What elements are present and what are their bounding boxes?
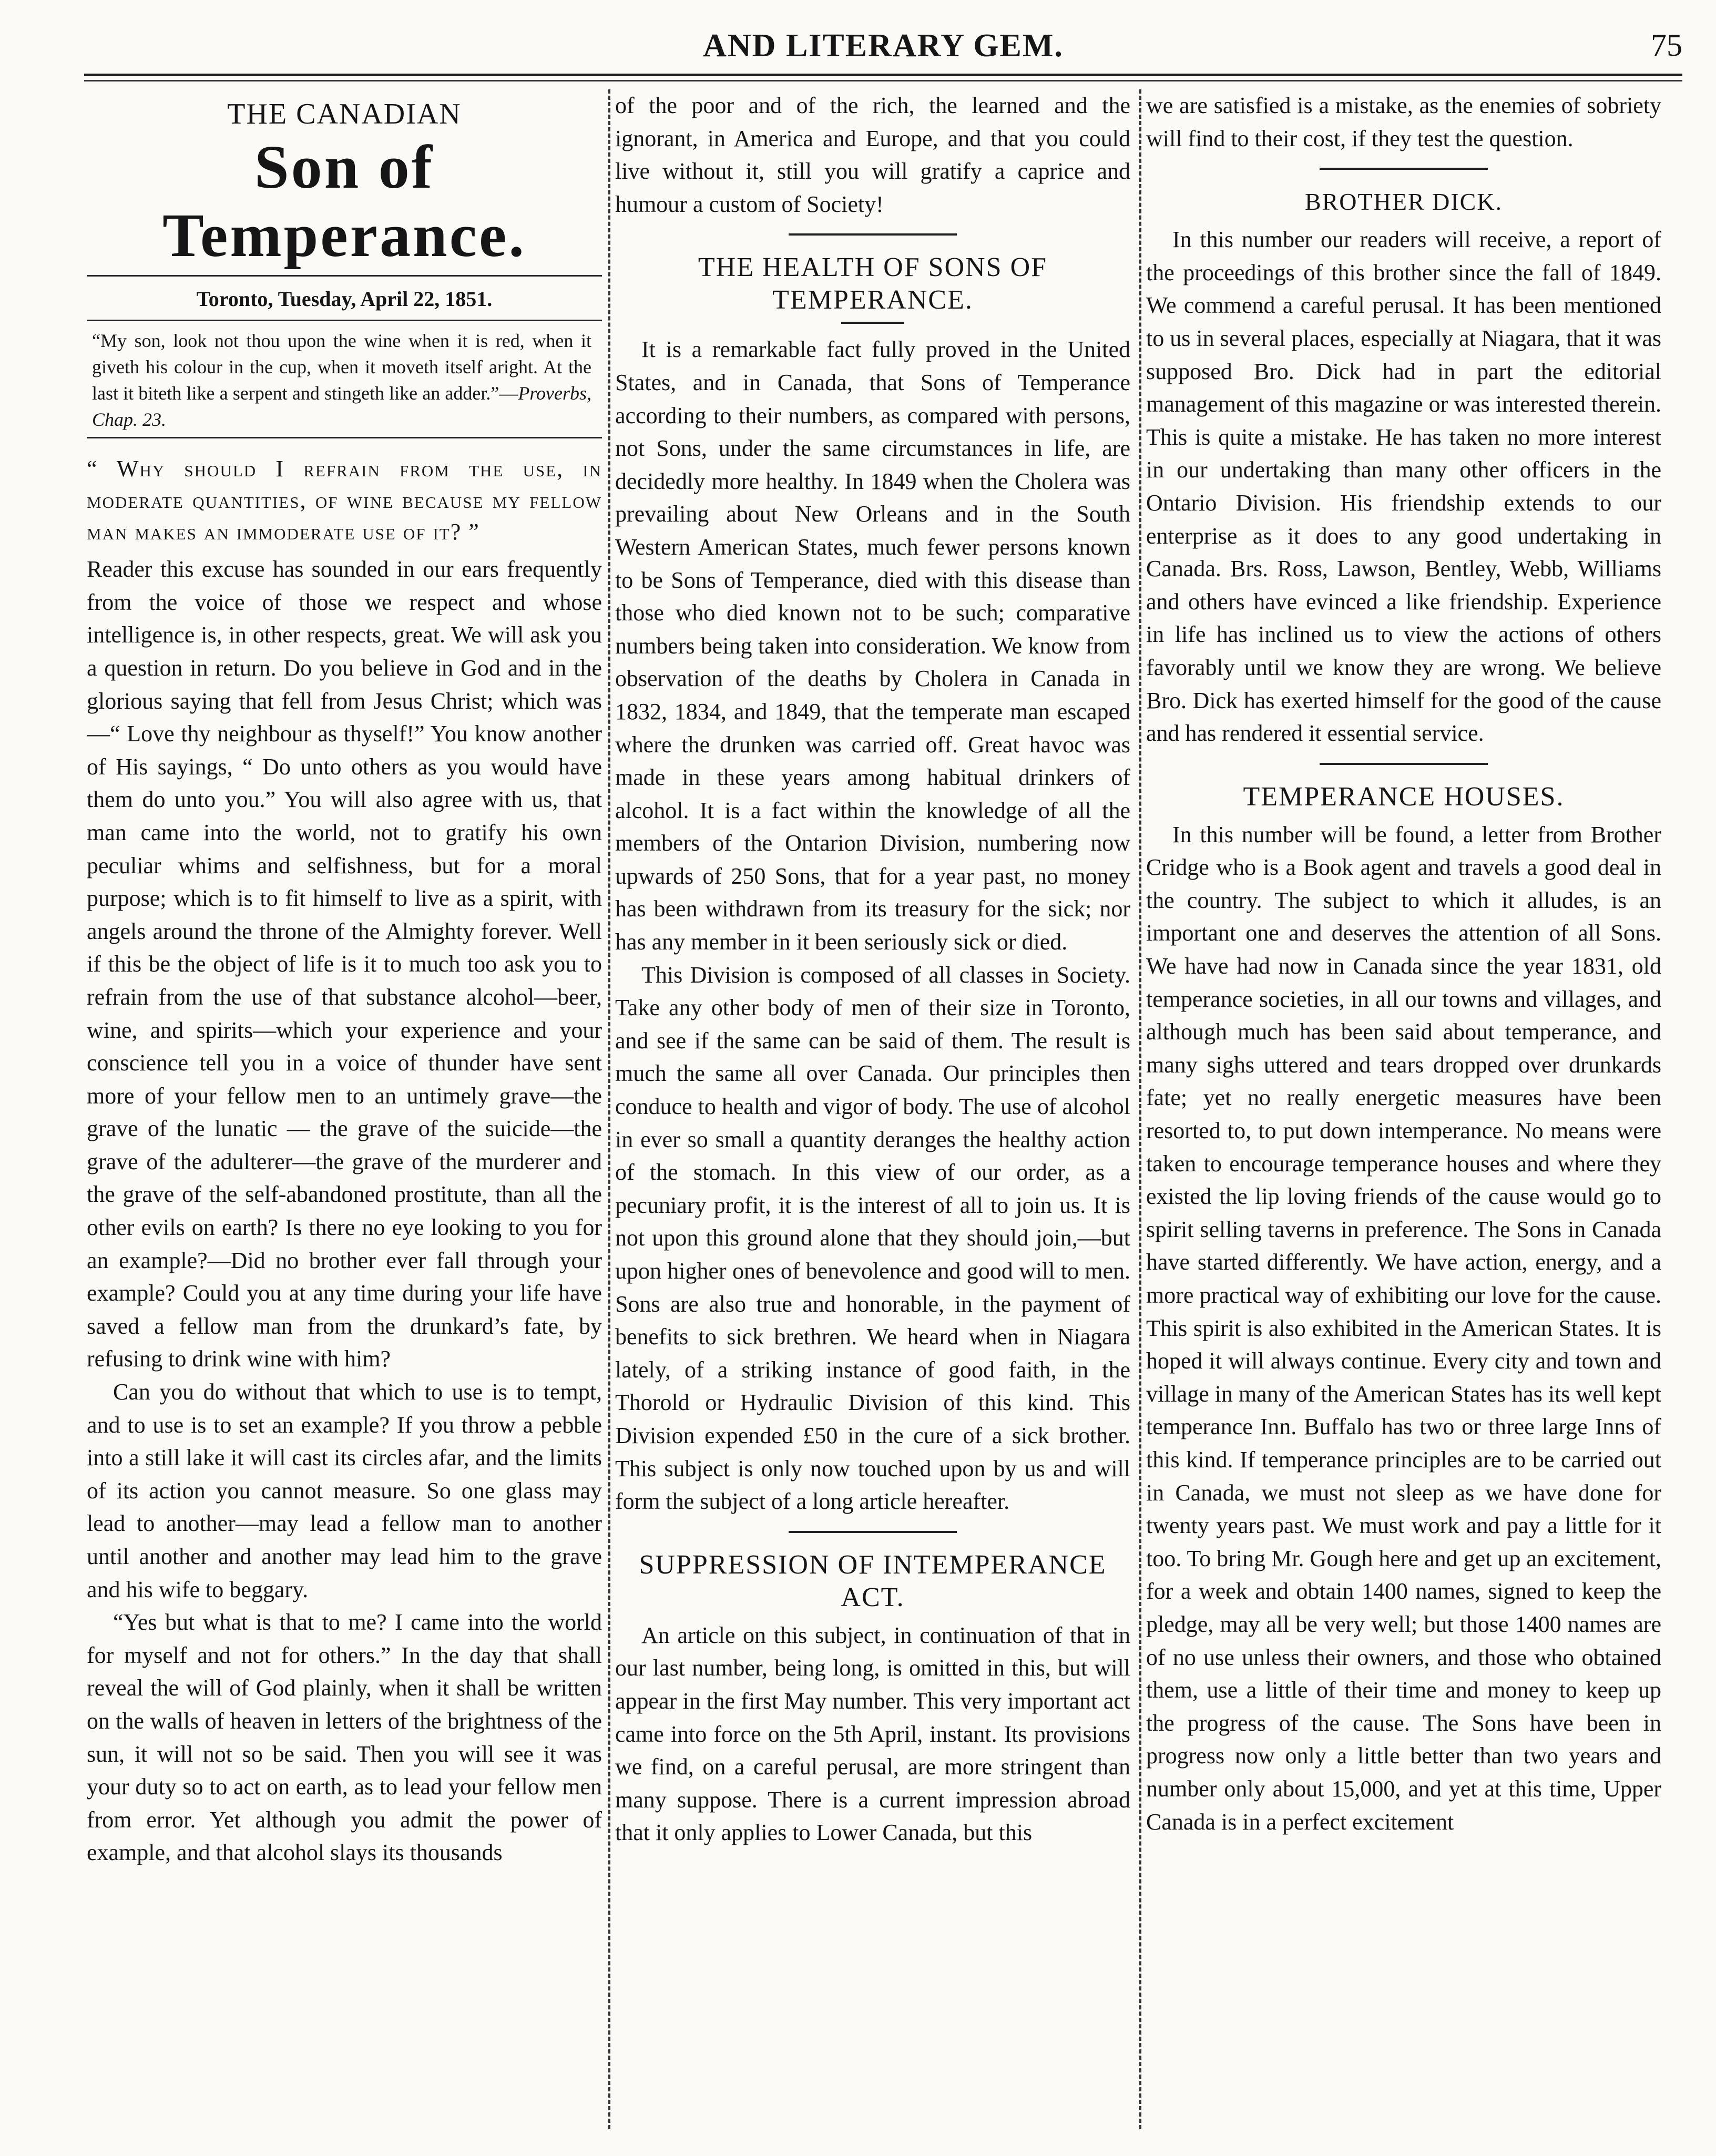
column-divider	[1139, 89, 1141, 2129]
article-paragraph: In this number our readers will receive, a report of the proceedings of this brother since the fall of 1849. We commend a careful perusal. It has been mentioned to us in several places, especially at Niagara, that it was supposed Bro. Dick had in part the editorial management of this magazine or was interested therein. This is quite a mistake. He has taken no more interest in our undertaking than many other officers in the Ontario Division. His friendship extends to our enterprise as it does to any good undertaking in Canada. Brs. Ross, Lawson, Bentley, Webb, Williams and others have evinced a like friendship. Experience in life has inclined us to view the actions of others favorably until we know they are wrong. We believe Bro. Dick has exerted himself for the good of the cause and has rendered it essential service.	[1146, 227, 1661, 747]
section-heading-suppression: SUPPRESSION OF INTEMPERANCE ACT.	[639, 1549, 1107, 1612]
epigraph	[92, 328, 591, 433]
section-rule	[841, 322, 904, 324]
column-right	[1146, 89, 1661, 2140]
article-paragraph: Can you do without that which to use is to tempt, and to use is to set an example? If you throw a pebble into a still lake it will cast its circles afar, and the limits of its action you cannot measure. So one glass may lead to another—may lead a fellow man to another until another and another may lead him to the grave and his wife to beggary.	[87, 1379, 602, 1602]
column-left	[87, 89, 602, 2140]
article-paragraph: This Division is composed of all classes in Society. Take any other body of men of their size in Toronto, and see if the same can be said of them. The result is much the same all over Canada. Our principles then conduce to health and vigor of body. The use of alcohol in ever so small a quantity deranges the healthy action of the stomach. In this view of our order, as a pecuniary profit, it is the interest of all to join us. It is not upon this ground alone that they should join,—but upon higher ones of benevolence and good will to men. Sons are also true and honorable, in the payment of benefits to sick brethren. We heard when in Niagara lately, of a striking instance of good faith, in the Thorold or Hydraulic Division of this kind. This Division expended £50 in the cure of a sick brother. This subject is only now touched upon by us and will form the subject of a long article hereafter.	[615, 962, 1130, 1515]
ornamental-rule	[87, 320, 602, 323]
column-middle	[615, 89, 1130, 2140]
section-heading-brother-dick: BROTHER DICK.	[1304, 188, 1503, 216]
article-paragraph: we are satisfied is a mistake, as the enemies of sobriety will find to their cost, if they test the question.	[1146, 93, 1661, 151]
dateline: Toronto, Tuesday, April 22, 1851.	[196, 287, 493, 311]
section-rule	[789, 1531, 957, 1533]
epigraph-source: Proverbs, Chap. 23.	[92, 383, 591, 431]
article-paragraph: of the poor and of the rich, the learned and the ignorant, in America and Europe, and that you could live without it, still you will gratify a caprice and humour a custom of Society!	[615, 93, 1130, 217]
page-number: 75	[1651, 28, 1682, 63]
article-paragraph: In this number will be found, a letter from Brother Cridge who is a Book agent and travels a good deal in the country. The subject to which it alludes, is an important one and deserves the attention of all Sons. We have had now in Canada since the year 1831, old temperance societies, in all our towns and villages, and although much has been said about temperance, and many sighs uttered and tears dropped over drunkards fate; yet no really energetic measures have been resorted to, to put down intemperance. No means were taken to encourage temperance houses and where they existed the lip loving friends of the cause would go to spirit selling taverns in preference. The Sons in Canada have started differently. We have action, energy, and a more practical way of exhibiting our love for the cause. This spirit is also exhibited in the American States. It is hoped it will always continue. Every city and town and village in many of the American States has its well kept temperance Inn. Buffalo has two or three large Inns of this kind. If temperance principles are to be carried out in Canada, we must not sleep as we have done for twenty years past. We must work and pay a little for it too. To bring Mr. Gough here and get up an excitement, for a week and obtain 1400 names, signed to keep the pledge, may all be very well; but those 1400 names are of no use unless their owners, and those who obtained them, use a little of their time and money to keep up the progress of the cause. The Sons have been in progress now only a little better than two years and number only about 15,000, and yet at this time, Upper Canada is in a perfect excitement	[1146, 821, 1661, 1835]
column-divider	[608, 89, 610, 2129]
article-paragraph: Reader this excuse has sounded in our ears frequently from the voice of those we respect and whose intelligence is, in other respects, great. We will ask you a question in return. Do you believe in God and in the glorious saying that fell from Jesus Christ; which was —“ Love thy neighbour as thyself!” You know another of His sayings, “ Do unto others as you would have them do unto you.” You will also agree with us, that man came into the world, not to gratify his own peculiar whims and selfishness, but for a moral purpose; which is to fit himself to live as a spirit, with angels around the throne of the Almighty forever. Well if this be the object of life is it to much too ask you to refrain from the use of that substance alcohol—beer, wine, and spirits—which your experience and your conscience tell you in a voice of thunder have sent more of your fellow men to an untimely grave—the grave of the lunatic — the grave of the suicide—the grave of the adulterer—the grave of the murderer and the grave of the self-abandoned prostitute, than all the other evils on earth? Is there no eye looking to you for an example?—Did no brother ever fall through your example? Could you at any time during your life have saved a fellow man from the drunkard’s fate, by refusing to drink wine with him?	[87, 556, 602, 1372]
article-paragraph: An article on this subject, in continuation of that in our last number, being long, is omitted in this, but will appear in the first May number. This very important act came into force on the 5th April, instant. Its provisions we find, on a careful perusal, are more stringent than many suppose. There is a current impression abroad that it only applies to Lower Canada, but this	[615, 1622, 1130, 1846]
epigraph-text: “My son, look not thou upon the wine when it is red, when it giveth his colour in the cup, when it moveth itself aright. At the last it biteth like a serpent and stingeth like an adder.”—	[92, 330, 591, 404]
ornamental-rule	[87, 437, 602, 441]
paper-title-line2: Son of Temperance.	[162, 132, 526, 270]
section-rule	[789, 233, 957, 236]
section-heading-temperance-houses: TEMPERANCE HOUSES.	[1243, 781, 1565, 812]
section-rule	[1320, 763, 1488, 765]
article-paragraph: It is a remarkable fact fully proved in the United States, and in Canada, that Sons of Temperance according to their numbers, as compared with persons, not Sons, under the same circumstances in life, are decidedly more healthy. In 1849 when the Cholera was prevailing about New Orleans and in the South Western American States, much fewer persons known to be Sons of Temperance, died with this disease than those who died known not to be such; comparative numbers being taken into consideration. We know from observation of the deaths by Cholera in Canada in 1832, 1834, and 1849, that the temperate man escaped where the drunken was carried off. Great havoc was made in these years among habitual drinkers of alcohol. It is a fact within the knowledge of all the members of the Ontarion Division, numbering now upwards of 250 Sons, that for a year past, no money has been withdrawn from its treasury for the sick; nor has any member in it been seriously sick or died.	[615, 336, 1130, 955]
ornamental-rule	[87, 275, 602, 279]
paper-title-line1: THE CANADIAN	[227, 98, 462, 130]
header-rule	[84, 80, 1682, 81]
article-question-heading: “ Why should I refrain from the use, in moderate quantities, of wine because my fellow man makes an immoderate use of it? ”	[87, 456, 602, 545]
section-rule	[1320, 168, 1488, 170]
article-paragraph: “Yes but what is that to me? I came into the world for myself and not for others.” In the day that shall reveal the will of God plainly, when it shall be written on the walls of heaven in letters of the brightness of the sun, it will not so be said. Then you will see it was your duty so to act on earth, as to lead your fellow men from error. Yet although you admit the power of example, and that alcohol slays its thousands	[87, 1609, 602, 1866]
section-heading-health: THE HEALTH OF SONS OF TEMPERANCE.	[698, 252, 1048, 315]
running-head	[84, 21, 1682, 76]
masthead-title: AND LITERARY GEM.	[703, 28, 1064, 64]
